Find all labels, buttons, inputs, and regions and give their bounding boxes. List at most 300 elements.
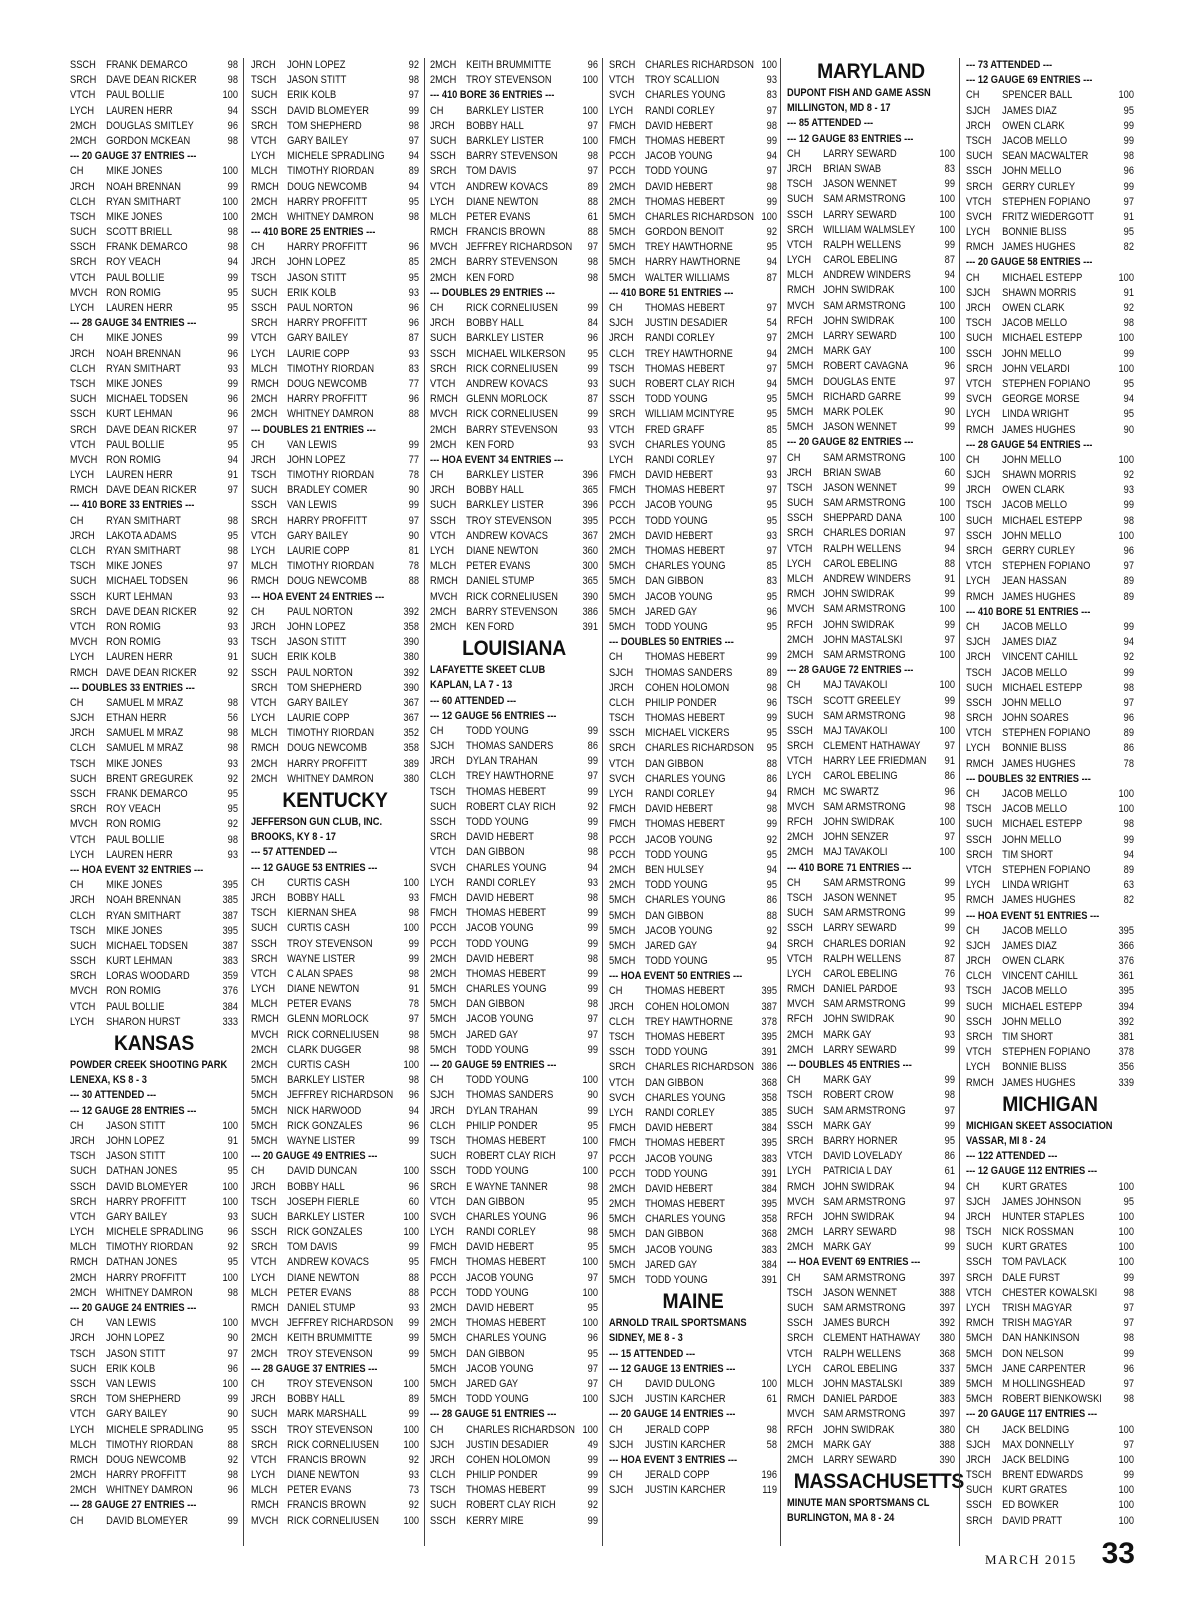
- result-row: [430, 845, 598, 860]
- result-row: [787, 238, 955, 253]
- score: 99: [587, 907, 598, 920]
- shooter-name: FRANK DEMARCO: [106, 788, 188, 800]
- result-row: [787, 223, 955, 238]
- result-row: [787, 845, 955, 860]
- score: 94: [587, 861, 598, 874]
- shooter-name: DANIEL PARDOE: [823, 983, 898, 996]
- shooter-name: COHEN HOLOMON: [645, 1000, 730, 1013]
- shooter-name: JASON WENNET: [823, 421, 897, 434]
- shooter-name: RANDI CORLEY: [466, 1226, 536, 1239]
- result-row: [251, 58, 419, 73]
- score: 100: [939, 512, 955, 525]
- class-code: PCCH: [430, 1286, 457, 1299]
- result-row: [609, 1392, 777, 1407]
- class-code: SRCH: [787, 1332, 814, 1345]
- shooter-name: HARRY PROFFITT: [106, 1195, 187, 1208]
- result-row: [251, 1104, 419, 1119]
- result-row: [787, 921, 955, 936]
- class-code: TSCH: [70, 1347, 96, 1360]
- shooter-name: ED BOWKER: [1002, 1499, 1059, 1512]
- shooter-name: TOM SHEPHERD: [106, 1393, 181, 1406]
- shooter-name: DANIEL STUMP: [287, 1302, 356, 1314]
- result-row: [609, 787, 777, 802]
- result-row: [966, 88, 1134, 103]
- score: 96: [408, 302, 419, 314]
- result-row: [609, 954, 777, 969]
- shooter-name: RICK CORNELIUSEN: [287, 1514, 379, 1527]
- result-row: [70, 741, 238, 756]
- score: 97: [944, 831, 955, 844]
- class-code: 5MCH: [251, 1104, 278, 1117]
- score: 100: [1118, 788, 1134, 800]
- shooter-name: COHEN HOLOMON: [466, 1453, 551, 1466]
- score: 396: [582, 469, 598, 482]
- shooter-name: DANIEL STUMP: [466, 575, 535, 588]
- shooter-name: M HOLLINGSHEAD: [1002, 1377, 1086, 1390]
- shooter-name: VAN LEWIS: [287, 438, 337, 451]
- class-code: LYCH: [966, 742, 991, 755]
- result-row: [787, 724, 955, 739]
- class-code: SUCH: [70, 1165, 97, 1178]
- result-row: [430, 724, 598, 739]
- shooter-name: GLENN MORLOCK: [466, 393, 548, 406]
- score: 93: [227, 848, 238, 861]
- result-row: [787, 511, 955, 526]
- event-header: --- 28 GAUGE 27 ENTRIES ---: [70, 1499, 197, 1512]
- class-code: 5MCH: [609, 1258, 636, 1271]
- score: 100: [222, 1271, 238, 1284]
- shooter-name: TODD YOUNG: [466, 816, 529, 828]
- class-code: VTCH: [966, 863, 992, 876]
- result-row: [787, 375, 955, 390]
- class-code: CH: [70, 332, 84, 345]
- class-code: MVCH: [787, 603, 815, 616]
- result-row: [70, 514, 238, 529]
- result-row: [609, 1243, 777, 1258]
- result-row: [609, 104, 777, 119]
- result-row: [787, 1240, 955, 1255]
- score: 98: [944, 1089, 955, 1102]
- class-code: JRCH: [70, 180, 95, 193]
- result-row: [609, 347, 777, 362]
- shooter-name: ROBERT CLAY RICH: [645, 377, 735, 390]
- class-code: SSCH: [251, 937, 277, 950]
- result-row: [609, 1468, 777, 1483]
- score: 390: [582, 590, 598, 603]
- shooter-name: DIANE NEWTON: [287, 1271, 360, 1284]
- class-code: TSCH: [430, 1484, 456, 1497]
- result-row: [966, 726, 1134, 741]
- shooter-name: DALE FURST: [1002, 1271, 1060, 1284]
- shooter-name: LARRY SEWARD: [823, 147, 897, 160]
- result-row: [966, 240, 1134, 255]
- class-code: SSCH: [70, 955, 96, 968]
- result-row: [70, 468, 238, 483]
- score: 96: [227, 575, 238, 588]
- result-row: [609, 1045, 777, 1060]
- class-code: VTCH: [70, 1408, 96, 1421]
- class-code: SSCH: [966, 1499, 992, 1512]
- class-code: MVCH: [70, 453, 98, 466]
- class-code: TSCH: [609, 1031, 635, 1043]
- result-row: [70, 423, 238, 438]
- class-code: TSCH: [787, 1286, 813, 1299]
- shooter-name: JERALD COPP: [645, 1423, 710, 1436]
- shooter-name: LAUREN HERR: [106, 104, 173, 117]
- score: 93: [766, 74, 777, 87]
- class-code: CH: [251, 1165, 265, 1178]
- score: 98: [587, 271, 598, 284]
- result-row: [70, 954, 238, 969]
- score: 92: [408, 59, 419, 71]
- class-code: SUCH: [430, 1150, 457, 1163]
- class-code: LYCH: [70, 469, 95, 482]
- result-row: [430, 830, 598, 845]
- shooter-name: CLEMENT HATHAWAY: [823, 1332, 921, 1345]
- shooter-name: CURTIS CASH: [287, 922, 350, 935]
- result-row: [70, 529, 238, 544]
- class-code: 5MCH: [609, 924, 636, 937]
- class-code: SRCH: [251, 1438, 278, 1451]
- class-code: JRCH: [251, 453, 276, 466]
- class-code: CH: [70, 514, 84, 527]
- score: 95: [766, 620, 777, 633]
- score: 99: [587, 408, 598, 421]
- result-row: [70, 240, 238, 255]
- class-code: JRCH: [966, 1210, 991, 1223]
- result-row: [251, 180, 419, 195]
- shooter-name: TIMOTHY RIORDAN: [287, 362, 375, 375]
- score: 395: [1118, 985, 1134, 998]
- shooter-name: DAVID HEBERT: [645, 469, 713, 482]
- score: 100: [582, 134, 598, 147]
- class-code: 5MCH: [609, 590, 636, 603]
- shooter-name: JASON STITT: [106, 1150, 166, 1163]
- club-info: LENEXA, KS 8 - 3: [70, 1074, 147, 1087]
- result-row: [787, 1164, 955, 1179]
- class-code: JRCH: [70, 529, 95, 542]
- shooter-name: WAYNE LISTER: [287, 952, 356, 965]
- class-code: TSCH: [787, 178, 813, 191]
- score: 100: [1118, 1241, 1134, 1254]
- class-code: 2MCH: [251, 393, 278, 406]
- result-row: [70, 104, 238, 119]
- class-code: SRCH: [251, 317, 278, 330]
- shooter-name: VINCENT CAHILL: [1002, 970, 1078, 983]
- result-row: [70, 1225, 238, 1240]
- shooter-name: VAN LEWIS: [106, 1377, 156, 1390]
- result-row: [70, 1134, 238, 1149]
- class-code: RMCH: [787, 983, 815, 996]
- shooter-name: RICK GONZALES: [287, 1226, 363, 1239]
- class-code: PCCH: [609, 165, 636, 178]
- shooter-name: JACOB YOUNG: [645, 499, 713, 512]
- shooter-name: C ALAN SPAES: [287, 967, 354, 980]
- class-code: SRCH: [70, 74, 97, 87]
- score: 99: [766, 712, 777, 725]
- score: 61: [766, 1393, 777, 1406]
- class-code: 2MCH: [609, 529, 636, 542]
- shooter-name: JOHN SWIDRAK: [823, 314, 895, 327]
- score: 358: [761, 1213, 777, 1226]
- shooter-name: BONNIE BLISS: [1002, 1061, 1067, 1074]
- class-code: CH: [966, 89, 980, 102]
- class-code: JRCH: [966, 484, 991, 497]
- shooter-name: JASON WENNET: [823, 1286, 897, 1299]
- shooter-name: KURT GRATES: [1002, 1180, 1068, 1193]
- result-row: [70, 878, 238, 893]
- class-code: LYCH: [609, 788, 634, 800]
- shooter-name: MARK GAY: [823, 1241, 872, 1254]
- class-code: SSCH: [787, 1119, 813, 1132]
- score: 365: [582, 484, 598, 497]
- score: 92: [1123, 469, 1134, 482]
- result-row: [609, 817, 777, 832]
- shooter-name: ROY VEACH: [106, 256, 161, 269]
- shooter-name: SAM ARMSTRONG: [823, 876, 906, 889]
- score: 395: [761, 985, 777, 998]
- result-row: [966, 362, 1134, 377]
- score: 92: [587, 1499, 598, 1512]
- score: 97: [1123, 1317, 1134, 1330]
- result-row: [787, 1134, 955, 1149]
- score: 96: [227, 1362, 238, 1375]
- class-code: VTCH: [787, 238, 813, 251]
- result-row: [609, 909, 777, 924]
- shooter-name: SHARON HURST: [106, 1015, 181, 1028]
- event-header: --- 28 GAUGE 54 ENTRIES ---: [966, 438, 1093, 451]
- class-code: SSCH: [70, 241, 96, 254]
- shooter-name: PAUL BOLLIE: [106, 89, 165, 102]
- score: 95: [766, 499, 777, 512]
- shooter-name: ETHAN HERR: [106, 712, 167, 725]
- class-code: MLCH: [251, 1484, 278, 1497]
- event-header: --- 410 BORE 51 ENTRIES ---: [609, 286, 734, 299]
- shooter-name: THOMAS SANDERS: [466, 740, 554, 753]
- score: 368: [939, 1347, 955, 1360]
- result-row: [609, 1076, 777, 1091]
- class-code: TSCH: [966, 1226, 992, 1239]
- class-code: FMCH: [609, 1122, 636, 1135]
- class-code: MLCH: [787, 1377, 814, 1390]
- class-code: SSCH: [787, 1317, 813, 1330]
- score: 100: [582, 1074, 598, 1087]
- score: 97: [944, 1104, 955, 1117]
- result-row: [251, 1164, 419, 1179]
- class-code: SSCH: [430, 514, 456, 527]
- shooter-name: DAVE DEAN RICKER: [106, 484, 197, 497]
- result-row: [251, 1483, 419, 1498]
- result-row: [966, 1225, 1134, 1240]
- score: 98: [408, 907, 419, 920]
- class-code: 5MCH: [966, 1347, 993, 1360]
- class-code: VTCH: [251, 967, 277, 980]
- class-code: TSCH: [70, 1150, 96, 1163]
- class-code: MLCH: [430, 560, 457, 573]
- result-row: [609, 362, 777, 377]
- event-header: --- HOA EVENT 51 ENTRIES ---: [966, 909, 1100, 922]
- score: 96: [587, 1210, 598, 1223]
- class-code: 5MCH: [609, 1274, 636, 1286]
- shooter-name: DAVID HEBERT: [645, 1122, 713, 1135]
- shooter-name: KURT LEHMAN: [106, 590, 173, 603]
- result-row: [966, 529, 1134, 544]
- score: 83: [766, 575, 777, 588]
- score: 99: [944, 178, 955, 191]
- class-code: SUCH: [787, 193, 814, 206]
- shooter-name: DAVID HEBERT: [466, 1241, 534, 1254]
- score: 90: [587, 1089, 598, 1102]
- class-code: SSCH: [70, 408, 96, 421]
- result-row: [70, 574, 238, 589]
- score: 100: [1118, 271, 1134, 284]
- result-row: [251, 119, 419, 134]
- results-column-5: [787, 58, 965, 1526]
- shooter-name: MIKE JONES: [106, 377, 163, 390]
- result-row: [251, 1073, 419, 1088]
- shooter-name: MICHELE SPRADLING: [106, 1226, 204, 1239]
- score: 100: [1118, 332, 1134, 345]
- class-code: 5MCH: [609, 955, 636, 968]
- score: 100: [582, 1317, 598, 1330]
- class-code: RMCH: [787, 588, 815, 601]
- shooter-name: TREY HAWTHORNE: [645, 1015, 733, 1028]
- shooter-name: JASON STITT: [106, 1347, 166, 1360]
- result-row: [251, 1195, 419, 1210]
- result-row: [787, 451, 955, 466]
- class-code: SSCH: [966, 1015, 992, 1028]
- score: 395: [761, 1198, 777, 1211]
- score: 81: [408, 545, 419, 557]
- shooter-name: JACOB MELLO: [1002, 924, 1068, 937]
- class-code: 2MCH: [430, 620, 457, 633]
- score: 95: [766, 879, 777, 892]
- class-code: JRCH: [609, 1000, 634, 1013]
- class-code: 2MCH: [430, 1317, 457, 1330]
- result-row: [430, 1498, 598, 1513]
- result-row: [70, 711, 238, 726]
- page-footer: [985, 1537, 1135, 1577]
- class-code: FMCH: [609, 119, 636, 132]
- score: 95: [587, 1195, 598, 1208]
- result-row: [966, 483, 1134, 498]
- event-header: --- 73 ATTENDED ---: [966, 59, 1053, 71]
- shooter-name: THOMAS HEBERT: [645, 712, 725, 725]
- shooter-name: PETER EVANS: [466, 210, 531, 223]
- class-code: 2MCH: [787, 831, 814, 844]
- class-code: VTCH: [430, 846, 456, 859]
- shooter-name: TROY STEVENSON: [466, 74, 552, 87]
- shooter-name: OWEN CLARK: [1002, 119, 1065, 132]
- shooter-name: RYAN SMITHART: [106, 195, 181, 208]
- score: 88: [227, 1438, 238, 1451]
- result-row: [430, 73, 598, 88]
- result-row: [430, 876, 598, 891]
- class-code: 2MCH: [787, 330, 814, 342]
- shooter-name: DATHAN JONES: [106, 1256, 178, 1269]
- class-code: 2MCH: [787, 648, 814, 661]
- score: 77: [408, 453, 419, 466]
- result-row: [966, 984, 1134, 999]
- class-code: RMCH: [966, 757, 994, 770]
- result-row: [787, 1301, 955, 1316]
- shooter-name: PAUL NORTON: [287, 666, 353, 679]
- result-row: [966, 1392, 1134, 1407]
- result-row: [609, 149, 777, 164]
- shooter-name: MICHAEL ESTEPP: [1002, 514, 1083, 527]
- result-row: [609, 316, 777, 331]
- result-row: [966, 635, 1134, 650]
- score: 99: [587, 785, 598, 798]
- class-code: SRCH: [609, 408, 636, 421]
- class-code: MLCH: [70, 1438, 97, 1451]
- shooter-name: JARED GAY: [466, 1028, 519, 1041]
- result-row: [966, 164, 1134, 179]
- event-header: --- 122 ATTENDED ---: [966, 1150, 1058, 1163]
- score: 100: [1118, 1180, 1134, 1193]
- shooter-name: RANDI CORLEY: [645, 788, 715, 800]
- class-code: FMCH: [609, 803, 636, 816]
- class-code: JRCH: [430, 119, 455, 132]
- result-row: [251, 635, 419, 650]
- class-code: RMCH: [70, 1453, 98, 1466]
- class-code: MLCH: [787, 269, 814, 282]
- score: 378: [761, 1015, 777, 1028]
- class-code: 5MCH: [609, 256, 636, 269]
- class-code: CH: [609, 302, 623, 314]
- shooter-name: RON ROMIG: [106, 453, 161, 466]
- shooter-name: CHARLES YOUNG: [645, 560, 726, 573]
- score: 95: [1123, 226, 1134, 239]
- class-code: 5MCH: [787, 405, 814, 418]
- shooter-name: BARKLEY LISTER: [466, 104, 544, 117]
- score: 97: [587, 165, 598, 178]
- class-code: LYCH: [966, 226, 991, 239]
- result-row: [251, 1043, 419, 1058]
- shooter-name: LARRY SEWARD: [823, 1226, 897, 1239]
- shooter-name: MICHAEL ESTEPP: [1002, 1000, 1083, 1013]
- event-header: --- 60 ATTENDED ---: [430, 694, 517, 707]
- score: 100: [403, 1514, 419, 1527]
- score: 95: [587, 1347, 598, 1360]
- class-code: LYCH: [966, 879, 991, 892]
- class-code: SVCH: [609, 438, 635, 451]
- class-code: JRCH: [966, 651, 991, 664]
- score: 86: [944, 1150, 955, 1163]
- shooter-name: DAVE DEAN RICKER: [106, 423, 197, 436]
- class-code: LYCH: [787, 254, 812, 267]
- shooter-name: DIANE NEWTON: [466, 195, 539, 208]
- class-code: 2MCH: [787, 1028, 814, 1041]
- score: 83: [408, 362, 419, 375]
- result-row: [609, 392, 777, 407]
- class-code: LYCH: [609, 1106, 634, 1119]
- score: 95: [227, 1423, 238, 1436]
- result-row: [430, 1119, 598, 1134]
- class-code: 2MCH: [787, 345, 814, 358]
- result-row: [966, 1015, 1134, 1030]
- result-row: [430, 1438, 598, 1453]
- shooter-name: SAM ARMSTRONG: [823, 1408, 906, 1421]
- shooter-name: DAVE DEAN RICKER: [106, 605, 197, 618]
- score: 87: [944, 952, 955, 965]
- result-row: [430, 1286, 598, 1301]
- result-row: [609, 1423, 777, 1438]
- shooter-name: DAVID LOVELADY: [823, 1150, 903, 1163]
- score: 94: [944, 1180, 955, 1193]
- shooter-name: JACK BELDING: [1002, 1453, 1070, 1466]
- shooter-name: DAN GIBBON: [466, 1195, 525, 1208]
